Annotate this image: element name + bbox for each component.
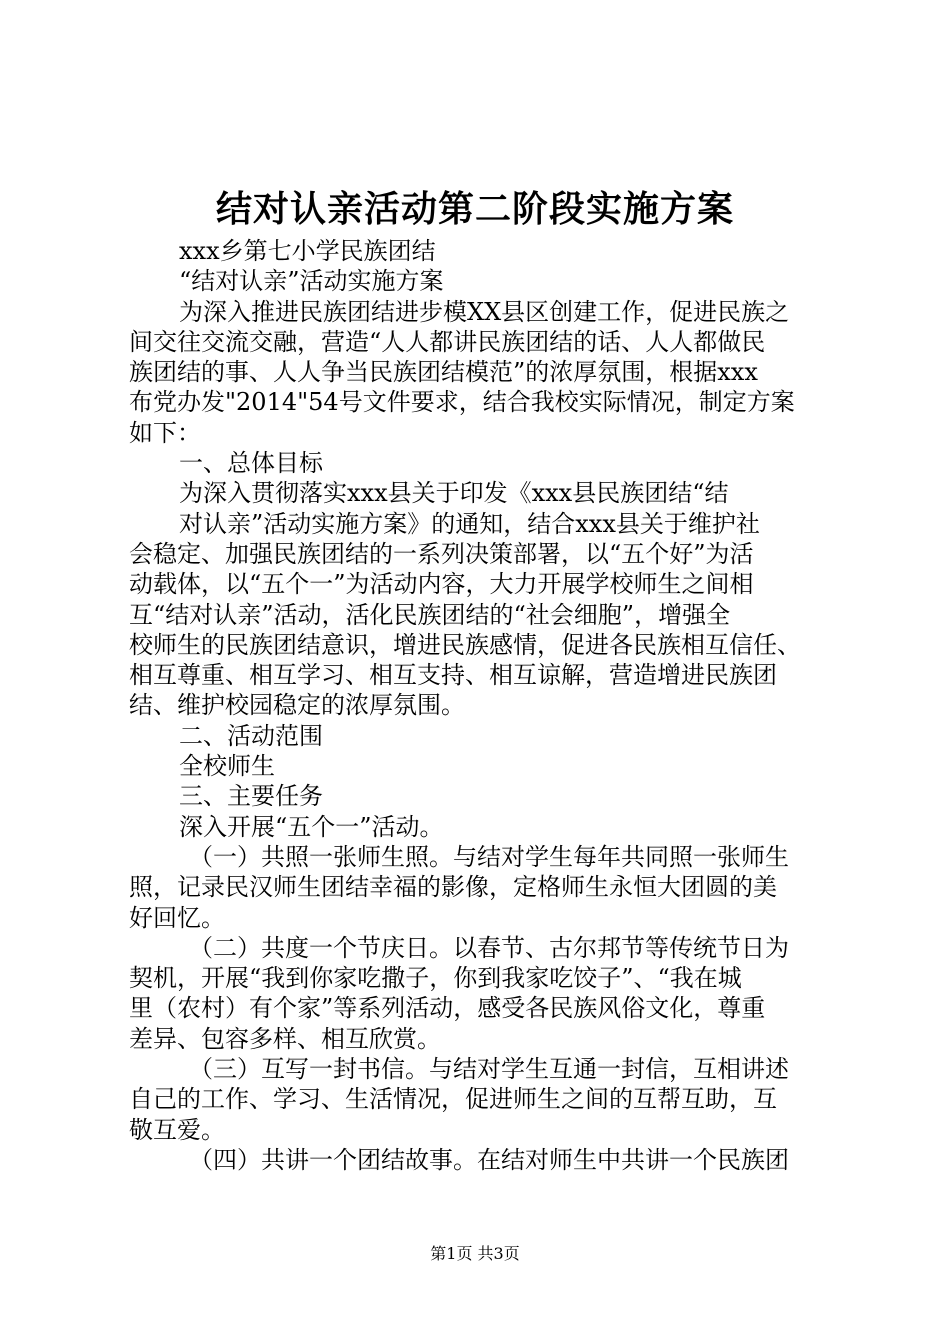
text-line: 布党办发"2014"54号文件要求，结合我校实际情况，制定方案 (129, 388, 795, 417)
text-line: 为深入推进民族团结进步模XX县区创建工作，促进民族之 (179, 297, 790, 326)
text-line: 里（农村）有个家”等系列活动，感受各民族风俗文化，尊重 (129, 994, 766, 1023)
text-line: 对认亲”活动实施方案》的通知，结合xxx县关于维护社 (179, 509, 760, 538)
text-line: （二）共度一个节庆日。以春节、古尔邦节等传统节日为 (189, 933, 789, 962)
section-heading: 三、主要任务 (179, 782, 323, 811)
document-title: 结对认亲活动第二阶段实施方案 (215, 188, 734, 230)
text-line: 契机，开展“我到你家吃撒子，你到我家吃饺子”、“我在城 (129, 964, 742, 993)
text-line: 好回忆。 (129, 903, 225, 932)
text-line: 校师生的民族团结意识，增进民族感情，促进各民族相互信任、 (129, 630, 801, 659)
text-line: 族团结的事、人人争当民族团结模范”的浓厚氛围，根据xxx (129, 358, 758, 387)
text-line: xxx乡第七小学民族团结 (179, 237, 436, 265)
text-line: 全校师生 (179, 752, 275, 781)
text-line: 为深入贯彻落实xxx县关于印发《xxx县民族团结“结 (179, 479, 729, 508)
text-line: 敬互爱。 (129, 1115, 225, 1144)
text-line: 动载体，以“五个一”为活动内容，大力开展学校师生之间相 (129, 570, 754, 599)
text-line: 深入开展“五个一”活动。 (179, 812, 444, 841)
text-line: 照，记录民汉师生团结幸福的影像，定格师生永恒大团圆的美 (129, 873, 777, 902)
text-line: 自己的工作、学习、生活情况，促进师生之间的互帮互助，互 (129, 1085, 777, 1114)
document-body (129, 236, 841, 1175)
text-line: 差异、包容多样、相互欣赏。 (129, 1024, 441, 1053)
text-line: 互“结对认亲”活动，活化民族团结的“社会细胞”，增强全 (129, 600, 731, 629)
text-line: （一）共照一张师生照。与结对学生每年共同照一张师生 (189, 842, 789, 871)
text-line: 结、维护校园稳定的浓厚氛围。 (129, 691, 465, 720)
text-line: “结对认亲”活动实施方案 (179, 267, 444, 296)
section-heading: 二、活动范围 (179, 721, 323, 750)
text-line: （三）互写一封书信。与结对学生互通一封信，互相讲述 (189, 1055, 789, 1084)
text-line: 会稳定、加强民族团结的一系列决策部署，以“五个好”为活 (129, 539, 754, 568)
text-line: 相互尊重、相互学习、相互支持、相互谅解，营造增进民族团 (129, 661, 777, 690)
page-footer: 第1页 共3页 (430, 1244, 520, 1263)
text-line: 如下： (129, 418, 201, 447)
section-heading: 一、总体目标 (179, 449, 323, 478)
text-line: 间交往交流交融，营造“人人都讲民族团结的话、人人都做民 (129, 327, 766, 356)
text-line: （四）共讲一个团结故事。在结对师生中共讲一个民族团 (189, 1145, 789, 1174)
